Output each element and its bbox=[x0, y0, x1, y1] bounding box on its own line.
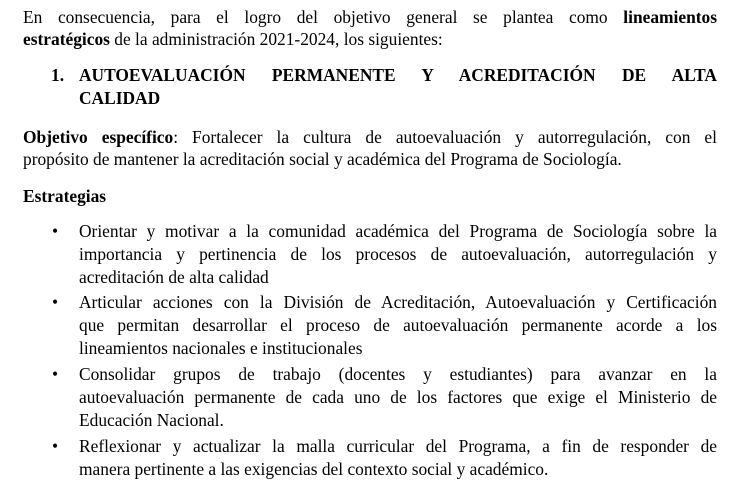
list-item-line: Orientar y motivar a la comunidad académica del Programa de Sociología sobre la bbox=[79, 221, 717, 241]
heading-title-line-1: AUTOEVALUACIÓN PERMANENTE Y ACREDITACIÓN DE ALTA bbox=[79, 65, 717, 85]
objective-text: propósito de mantener la acreditación social y académica del Programa de Sociología. bbox=[23, 149, 622, 169]
bullet-icon: • bbox=[52, 221, 59, 241]
list-item-line: acreditación de alta calidad bbox=[79, 267, 269, 287]
objective-text: : Fortalecer la cultura de autoevaluación y autorregulación, con el bbox=[173, 127, 717, 147]
list-item-line: Consolidar grupos de trabajo (docentes y estudiantes) para avanzar en la bbox=[79, 364, 717, 384]
intro-line-1 bbox=[23, 6, 717, 28]
objective-line-1 bbox=[23, 126, 717, 148]
bullet-icon: • bbox=[52, 364, 59, 384]
intro-bold-text: estratégicos bbox=[23, 29, 110, 49]
heading-title-line-2: CALIDAD bbox=[79, 88, 161, 108]
strategies-title bbox=[23, 185, 106, 207]
bullet-icon: • bbox=[52, 292, 59, 312]
section-heading bbox=[51, 64, 717, 86]
list-item-line: autoevaluación permanente de cada uno de los factores que exige el Ministerio de bbox=[79, 387, 717, 407]
list-item-line: importancia y pertinencia de los procesos de autoevaluación, autorregulación y bbox=[79, 244, 717, 264]
intro-text: En consecuencia, para el logro del objetivo general se plantea como bbox=[23, 7, 608, 27]
strategies-title-text: Estrategias bbox=[23, 186, 107, 206]
list-item-line: Educación Nacional. bbox=[79, 410, 224, 430]
intro-line-2 bbox=[23, 28, 443, 50]
objective-line-2 bbox=[23, 148, 622, 170]
list-item-line: Articular acciones con la División de Acreditación, Autoevaluación y Certificación bbox=[79, 292, 717, 312]
list-item-line: lineamientos nacionales e institucionales bbox=[79, 338, 363, 358]
objective-label: Objetivo específico bbox=[23, 127, 174, 147]
bullet-icon: • bbox=[52, 436, 59, 456]
intro-bold-text: lineamientos bbox=[623, 7, 717, 27]
list-item-line: que permitan desarrollar el proceso de autoevaluación permanente acorde a los bbox=[79, 315, 717, 335]
section-heading-cont bbox=[51, 87, 717, 109]
list-item-line: Reflexionar y actualizar la malla curricular del Programa, a fin de responder de bbox=[79, 436, 717, 456]
list-item-line: manera pertinente a las exigencias del contexto social y académico. bbox=[79, 459, 549, 479]
intro-text: de la administración 2021-2024, los siguientes: bbox=[114, 29, 443, 49]
heading-number: 1. bbox=[51, 65, 65, 85]
